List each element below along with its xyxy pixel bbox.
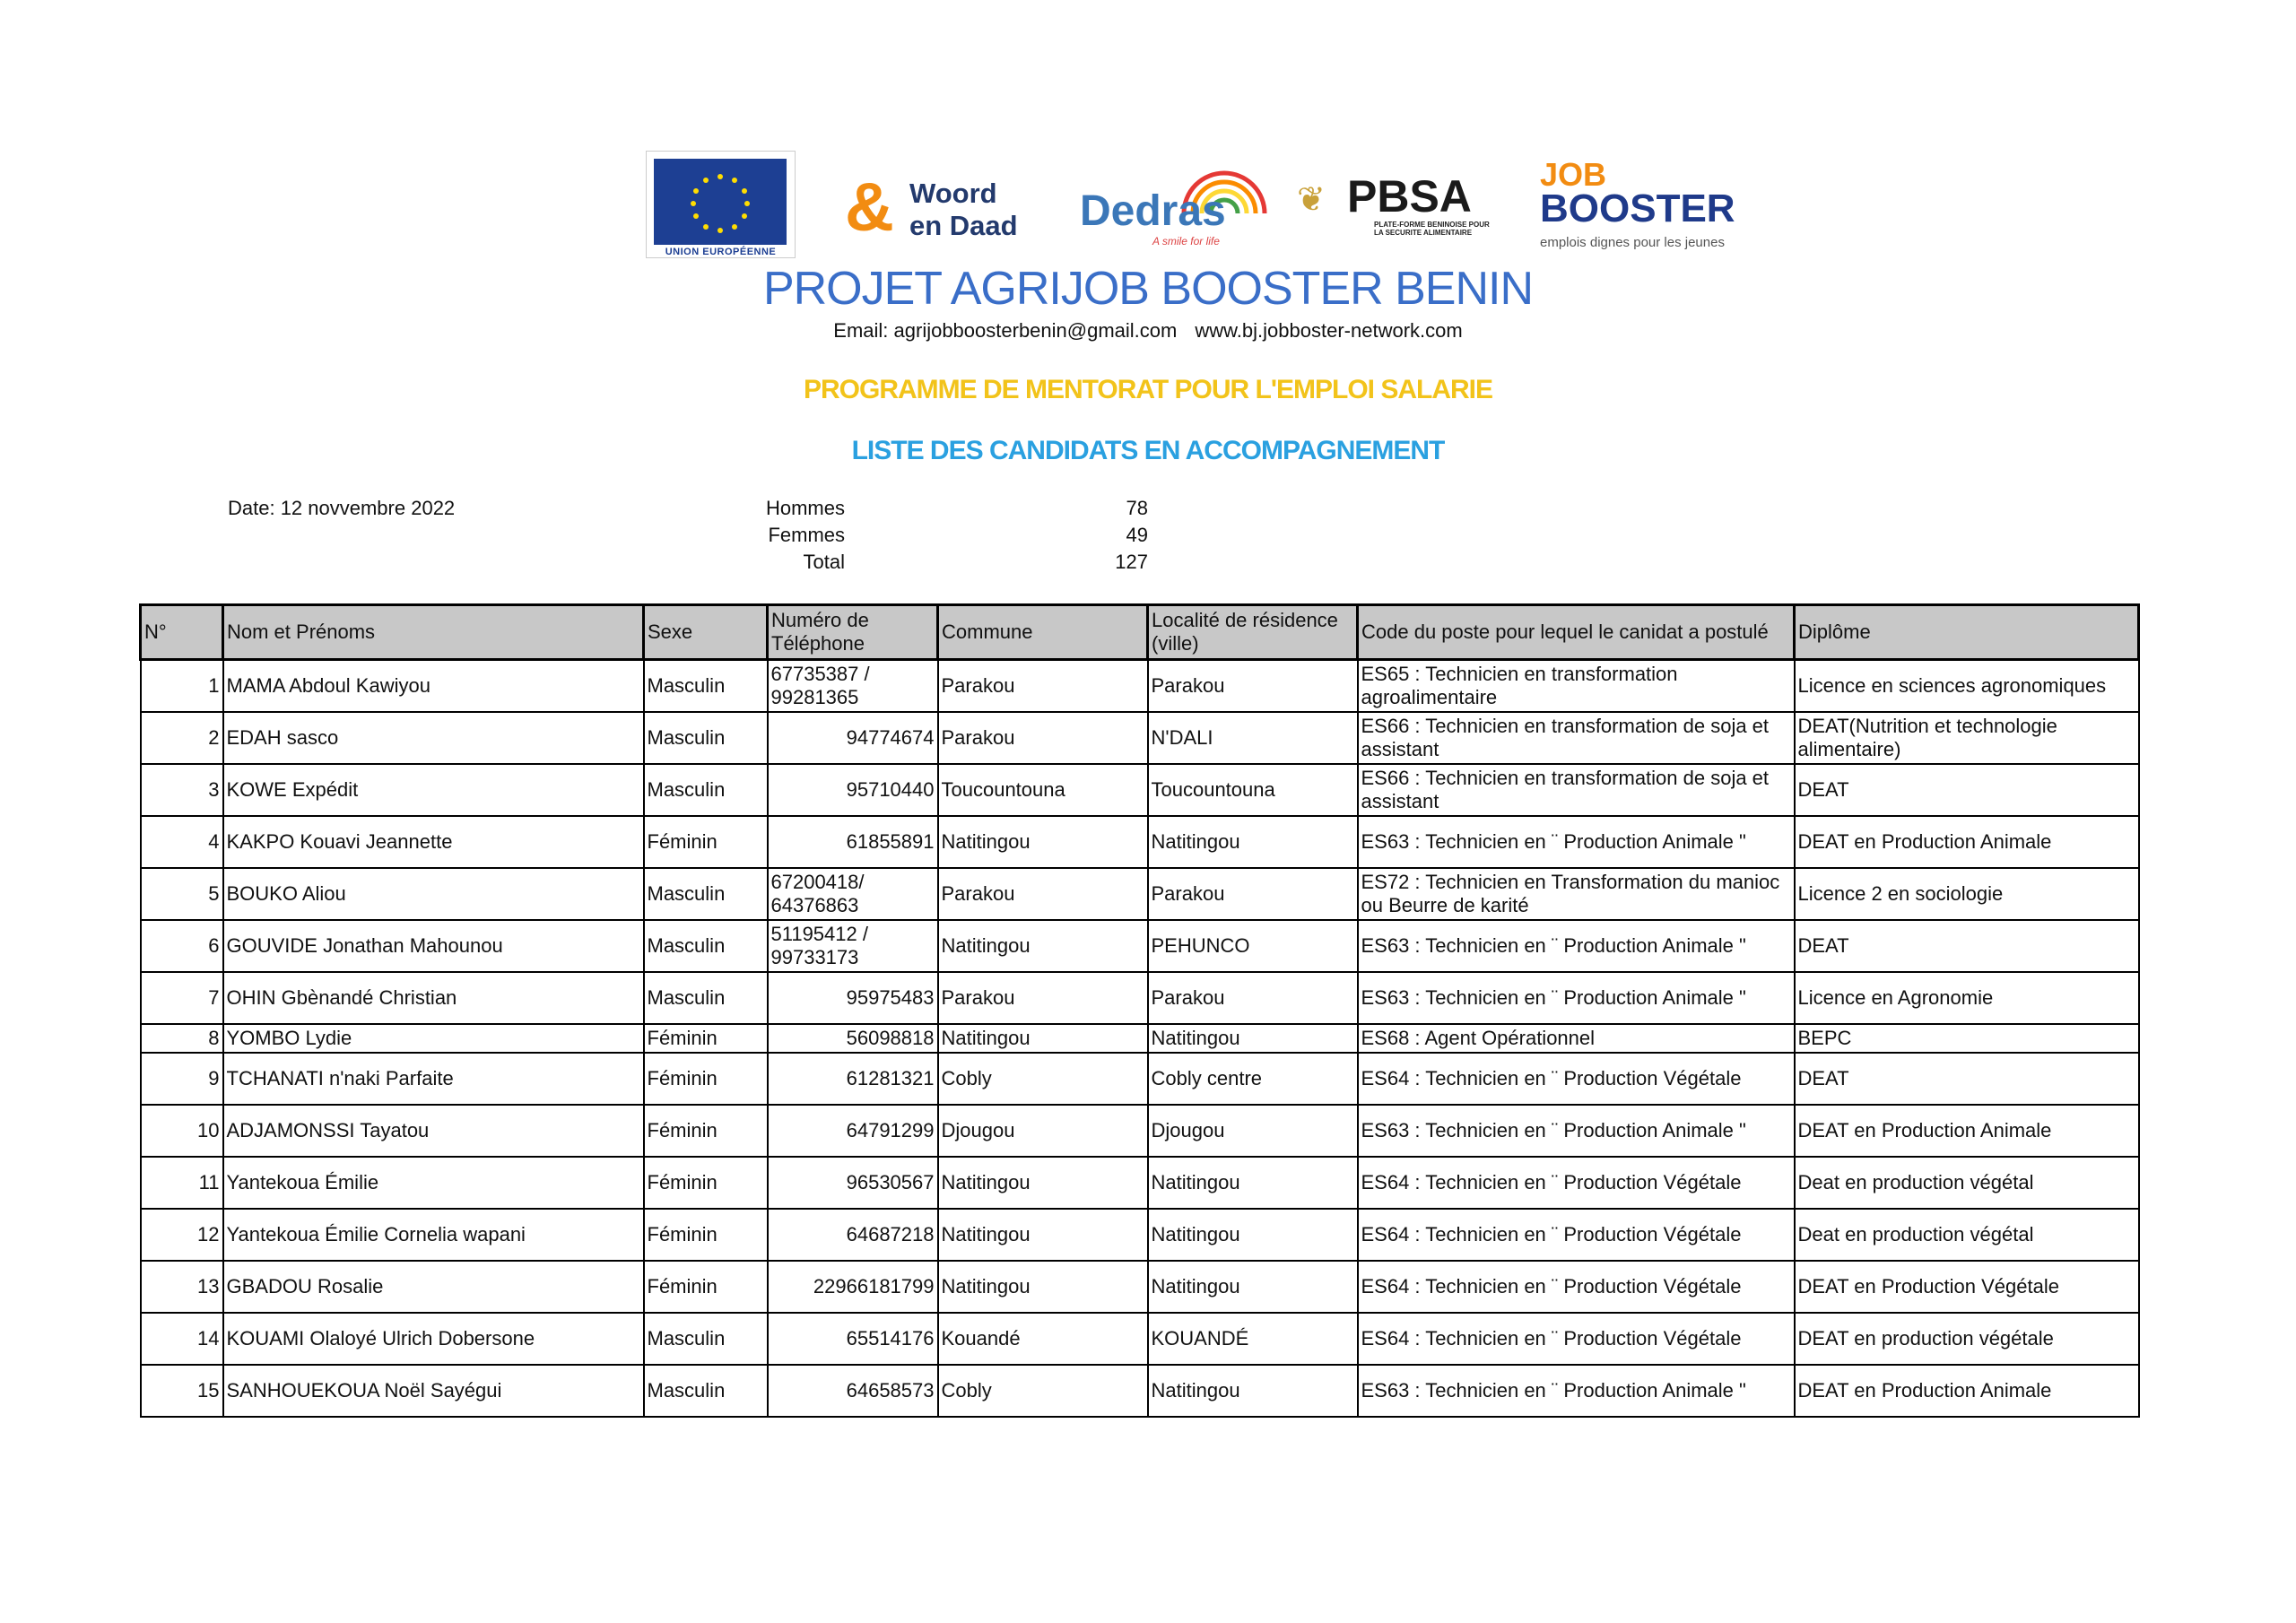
cell-sex: Féminin [644,1053,768,1105]
cell-name: BOUKO Aliou [223,868,644,920]
col-header: Sexe [644,605,768,660]
table-row [141,816,2139,868]
cell-diploma: DEAT [1795,920,2139,972]
pbsa-subtitle: PLATE-FORME BENINOISE POUR LA SECURITE ALIMENTAIRE [1374,221,1490,237]
cell-number: 6 [141,920,223,972]
cell-sex: Masculin [644,868,768,920]
cell-phone: 61281321 [768,1053,938,1105]
cell-post-code: ES63 : Technicien en ¨ Production Animale " [1358,816,1795,868]
job-line3: emplois dignes pour les jeunes [1540,235,1725,250]
cell-number: 1 [141,660,223,713]
cell-commune: Parakou [938,868,1148,920]
cell-post-code: ES63 : Technicien en ¨ Production Animale " [1358,1365,1795,1417]
cell-name: OHIN Gbènandé Christian [223,972,644,1024]
table-row [141,1209,2139,1261]
col-header: Diplôme [1795,605,2139,660]
cell-number: 2 [141,712,223,764]
table-row [141,660,2139,713]
cell-sex: Féminin [644,1024,768,1053]
cell-commune: Djougou [938,1105,1148,1157]
cell-number: 10 [141,1105,223,1157]
cell-number: 4 [141,816,223,868]
stats-block [765,497,1148,577]
dedras-name: Dedras [1080,187,1226,235]
cell-name: Yantekoua Émilie [223,1157,644,1209]
col-header: Localité de résidence (ville) [1148,605,1358,660]
cell-name: YOMBO Lydie [223,1024,644,1053]
cell-name: TCHANATI n'naki Parfaite [223,1053,644,1105]
cell-commune: Toucountouna [938,764,1148,816]
cell-phone: 56098818 [768,1024,938,1053]
stat-label: Femmes [768,524,845,546]
stat-label: Total [803,551,845,573]
col-header: Numéro de Téléphone [768,605,938,660]
job-line2: BOOSTER [1540,187,1735,230]
wheat-icon: ❦ [1297,181,1326,219]
logo-bar [646,151,1735,258]
cell-locality: Parakou [1148,868,1358,920]
pbsa-logo [1284,158,1500,247]
table-row [141,1053,2139,1105]
cell-commune: Parakou [938,972,1148,1024]
cell-phone: 22966181799 [768,1261,938,1313]
cell-sex: Féminin [644,1209,768,1261]
col-header: Code du poste pour lequel le canidat a postulé [1358,605,1795,660]
cell-sex: Féminin [644,816,768,868]
cell-name: KAKPO Kouavi Jeannette [223,816,644,868]
cell-post-code: ES64 : Technicien en ¨ Production Végétale [1358,1261,1795,1313]
cell-number: 13 [141,1261,223,1313]
stat-label: Hommes [765,497,845,519]
cell-commune: Natitingou [938,920,1148,972]
candidates-table [139,603,2140,1418]
cell-sex: Masculin [644,764,768,816]
cell-post-code: ES63 : Technicien en ¨ Production Animale " [1358,972,1795,1024]
cell-diploma: Deat en production végétal [1795,1209,2139,1261]
cell-phone: 51195412 / 99733173 [768,920,938,972]
cell-number: 12 [141,1209,223,1261]
col-header: Nom et Prénoms [223,605,644,660]
cell-diploma: DEAT [1795,1053,2139,1105]
date-text: Date: 12 novvembre 2022 [228,497,456,519]
job-booster-logo [1520,156,1735,255]
cell-diploma: Licence en sciences agronomiques [1795,660,2139,713]
cell-name: SANHOUEKOUA Noël Sayégui [223,1365,644,1417]
cell-locality: Natitingou [1148,1261,1358,1313]
page-title: PROJET AGRIJOB BOOSTER BENIN [762,263,1534,315]
cell-diploma: DEAT en production végétale [1795,1313,2139,1365]
cell-number: 7 [141,972,223,1024]
cell-post-code: ES65 : Technicien en transformation agroalimentaire [1358,660,1795,713]
cell-commune: Parakou [938,660,1148,713]
table-row [141,1105,2139,1157]
cell-locality: Natitingou [1148,1024,1358,1053]
cell-phone: 95710440 [768,764,938,816]
cell-diploma: DEAT [1795,764,2139,816]
cell-sex: Masculin [644,712,768,764]
cell-diploma: Deat en production végétal [1795,1157,2139,1209]
cell-sex: Masculin [644,1365,768,1417]
stat-value: 78 [1126,497,1148,519]
table-row [141,764,2139,816]
cell-commune: Kouandé [938,1313,1148,1365]
cell-number: 9 [141,1053,223,1105]
cell-commune: Natitingou [938,816,1148,868]
cell-locality: Toucountouna [1148,764,1358,816]
cell-phone: 67735387 / 99281365 [768,660,938,713]
cell-locality: PEHUNCO [1148,920,1358,972]
cell-post-code: ES72 : Technicien en Transformation du manioc ou Beurre de karité [1358,868,1795,920]
cell-number: 14 [141,1313,223,1365]
cell-name: GBADOU Rosalie [223,1261,644,1313]
cell-diploma: BEPC [1795,1024,2139,1053]
eu-flag-icon [654,159,787,245]
table-row [141,1261,2139,1313]
table-header-row [141,605,2139,660]
cell-diploma: DEAT en Production Animale [1795,1105,2139,1157]
cell-post-code: ES66 : Technicien en transformation de soja et assistant [1358,712,1795,764]
table-row [141,712,2139,764]
cell-diploma: DEAT en Production Animale [1795,816,2139,868]
cell-name: KOUAMI Olaloyé Ulrich Dobersone [223,1313,644,1365]
cell-phone: 96530567 [768,1157,938,1209]
cell-post-code: ES63 : Technicien en ¨ Production Animale " [1358,920,1795,972]
stat-hommes [765,497,1148,524]
woord-line2: en Daad [909,210,1018,241]
cell-number: 3 [141,764,223,816]
cell-locality: Natitingou [1148,1157,1358,1209]
cell-name: EDAH sasco [223,712,644,764]
cell-post-code: ES66 : Technicien en transformation de soja et assistant [1358,764,1795,816]
cell-locality: Djougou [1148,1105,1358,1157]
stat-value: 49 [1126,524,1148,546]
pbsa-name: PBSA [1347,171,1472,221]
cell-post-code: ES68 : Agent Opérationnel [1358,1024,1795,1053]
cell-number: 11 [141,1157,223,1209]
cell-number: 5 [141,868,223,920]
cell-phone: 65514176 [768,1313,938,1365]
dedras-tagline: A smile for life [1152,235,1220,247]
woord-en-daad-logo [845,170,1051,251]
table-row [141,1024,2139,1053]
cell-phone: 64791299 [768,1105,938,1157]
cell-sex: Masculin [644,660,768,713]
cell-name: Yantekoua Émilie Cornelia wapani [223,1209,644,1261]
cell-phone: 67200418/ 64376863 [768,868,938,920]
cell-phone: 61855891 [768,816,938,868]
cell-commune: Natitingou [938,1209,1148,1261]
cell-number: 8 [141,1024,223,1053]
job-line1: JOB [1540,156,1607,193]
cell-locality: KOUANDÉ [1148,1313,1358,1365]
stat-value: 127 [1115,551,1148,573]
cell-diploma: DEAT(Nutrition et technologie alimentaire) [1795,712,2139,764]
cell-locality: N'DALI [1148,712,1358,764]
cell-sex: Masculin [644,1313,768,1365]
cell-sex: Féminin [644,1157,768,1209]
cell-sex: Masculin [644,920,768,972]
cell-diploma: DEAT en Production Végétale [1795,1261,2139,1313]
cell-name: MAMA Abdoul Kawiyou [223,660,644,713]
table-row [141,868,2139,920]
table-row [141,1313,2139,1365]
table-row [141,972,2139,1024]
table-row [141,920,2139,972]
cell-commune: Natitingou [938,1261,1148,1313]
cell-number: 15 [141,1365,223,1417]
woord-line1: Woord [909,178,997,209]
cell-commune: Cobly [938,1365,1148,1417]
cell-diploma: Licence 2 en sociologie [1795,868,2139,920]
cell-phone: 64687218 [768,1209,938,1261]
cell-phone: 64658573 [768,1365,938,1417]
cell-sex: Féminin [644,1261,768,1313]
eu-caption: UNION EUROPÉENNE [665,247,777,257]
cell-commune: Parakou [938,712,1148,764]
cell-diploma: DEAT en Production Animale [1795,1365,2139,1417]
cell-post-code: ES63 : Technicien en ¨ Production Animale " [1358,1105,1795,1157]
cell-phone: 94774674 [768,712,938,764]
cell-sex: Féminin [644,1105,768,1157]
cell-post-code: ES64 : Technicien en ¨ Production Végétale [1358,1209,1795,1261]
table-body [141,660,2139,1418]
contact-line [0,319,2296,343]
cell-locality: Cobly centre [1148,1053,1358,1105]
cell-locality: Parakou [1148,972,1358,1024]
cell-locality: Natitingou [1148,816,1358,868]
cell-locality: Natitingou [1148,1365,1358,1417]
cell-commune: Cobly [938,1053,1148,1105]
cell-commune: Natitingou [938,1024,1148,1053]
cell-sex: Masculin [644,972,768,1024]
cell-diploma: Licence en Agronomie [1795,972,2139,1024]
col-header: Commune [938,605,1148,660]
cell-commune: Natitingou [938,1157,1148,1209]
cell-locality: Parakou [1148,660,1358,713]
stat-total [803,551,1148,577]
programme-heading: PROGRAMME DE MENTORAT POUR L'EMPLOI SALARIE [803,375,1493,404]
cell-name: ADJAMONSSI Tayatou [223,1105,644,1157]
list-heading: LISTE DES CANDIDATS EN ACCOMPAGNEMENT [851,436,1445,465]
cell-post-code: ES64 : Technicien en ¨ Production Végétale [1358,1157,1795,1209]
stat-femmes [768,524,1148,551]
cell-phone: 95975483 [768,972,938,1024]
table-row [141,1365,2139,1417]
cell-name: KOWE Expédit [223,764,644,816]
cell-post-code: ES64 : Technicien en ¨ Production Végétale [1358,1053,1795,1105]
eu-logo [646,151,796,258]
email-text: Email: agrijobboosterbenin@gmail.com [833,319,1178,342]
website-text: www.bj.jobboster-network.com [1195,319,1463,342]
table-row [141,1157,2139,1209]
col-header: N° [141,605,223,660]
woord-mark-icon: & [845,169,894,246]
dedras-logo [1067,160,1274,249]
cell-name: GOUVIDE Jonathan Mahounou [223,920,644,972]
cell-locality: Natitingou [1148,1209,1358,1261]
cell-post-code: ES64 : Technicien en ¨ Production Végétale [1358,1313,1795,1365]
